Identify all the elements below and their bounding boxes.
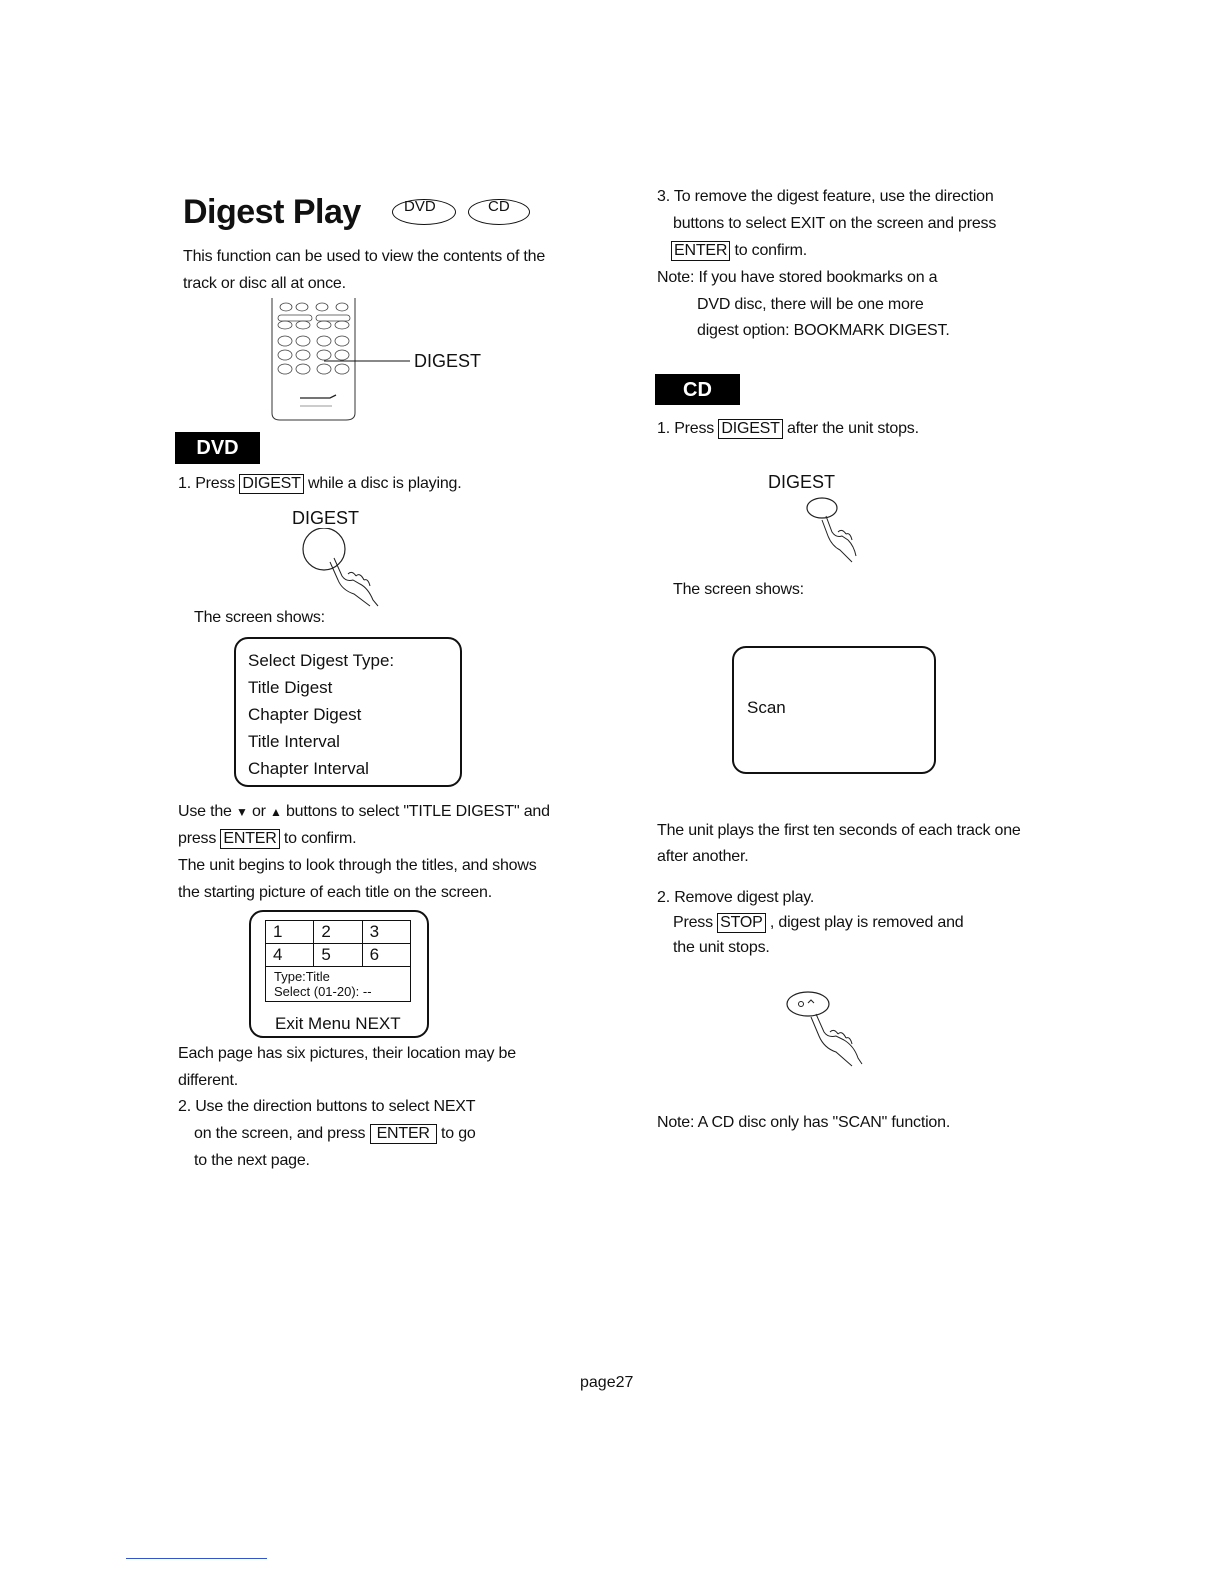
digest-button-label: DIGEST: [292, 508, 360, 528]
grid-cell: 4: [266, 944, 314, 967]
grid-cell: 2: [314, 921, 362, 944]
each-page-line-2: different.: [178, 1072, 238, 1089]
remove-line-3: the unit stops.: [673, 939, 770, 956]
step-3-line-3: ENTER to confirm.: [671, 237, 807, 264]
dvd-step-1: 1. Press DIGEST while a disc is playing.: [178, 475, 462, 492]
plays-line-1: The unit plays the first ten seconds of each track one: [657, 822, 1021, 839]
menu-item: Chapter Digest: [248, 705, 362, 724]
page-title: Digest Play: [183, 193, 361, 231]
digest-key: DIGEST: [718, 419, 782, 439]
unit-begins-line-2: the starting picture of each title on the screen.: [178, 884, 492, 901]
hand-press-icon: [804, 494, 864, 571]
remove-line-2: Press STOP , digest play is removed and: [673, 914, 964, 931]
intro-line-2: track or disc all at once.: [183, 275, 346, 292]
cd-badge: CD: [468, 199, 530, 225]
grid-cell: 6: [362, 944, 410, 967]
unit-begins-line-1: The unit begins to look through the titles, and shows: [178, 857, 537, 874]
grid-select: Select (01-20): --: [274, 984, 372, 999]
cd-step-1: 1. Press DIGEST after the unit stops.: [657, 420, 919, 437]
menu-item: Title Interval: [248, 732, 340, 751]
press-enter-line: press ENTER to confirm.: [178, 830, 357, 847]
step-3-line-2: buttons to select EXIT on the screen and press: [673, 215, 997, 232]
plays-line-2: after another.: [657, 848, 749, 865]
grid-exit-next: Exit Menu NEXT: [275, 1014, 401, 1033]
dvd-step-2-line-1: 2. Use the direction buttons to select NEXT: [178, 1098, 476, 1115]
step-3-line-1: 3. To remove the digest feature, use the direction: [657, 188, 994, 205]
enter-key: ENTER: [671, 241, 730, 261]
grid-cell: 5: [314, 944, 362, 967]
dvd-step-2-line-2: on the screen, and press ENTER to go: [194, 1125, 476, 1142]
dvd-section-tag: DVD: [175, 432, 260, 464]
dvd-badge: DVD: [392, 199, 456, 225]
digest-type-menu: [234, 637, 462, 787]
note-line-2: DVD disc, there will be one more: [697, 296, 924, 313]
menu-item: Select Digest Type:: [248, 651, 395, 670]
grid-cell: 3: [362, 921, 410, 944]
each-page-line-1: Each page has six pictures, their location may be: [178, 1045, 516, 1062]
menu-item: Chapter Interval: [248, 759, 369, 778]
cd-note: Note: A CD disc only has "SCAN" function.: [657, 1114, 951, 1131]
grid-cell: 1: [266, 921, 314, 944]
down-arrow-icon: ▼: [236, 805, 248, 819]
digest-key: DIGEST: [239, 474, 303, 494]
note-line-1: Note: If you have stored bookmarks on a: [657, 269, 938, 286]
cd-digest-button-label: DIGEST: [768, 472, 836, 492]
hand-press-icon: [298, 528, 388, 615]
cd-section-tag: CD: [655, 374, 740, 405]
page-number: page27: [580, 1374, 634, 1391]
use-buttons-line: Use the ▼ or ▲ buttons to select "TITLE DIGEST" and: [178, 803, 550, 820]
remote-digest-label: DIGEST: [414, 351, 482, 371]
stop-button-hand-icon: [784, 990, 874, 1077]
cd-screen-shows: The screen shows:: [673, 581, 804, 598]
grid-type: Type:Title: [274, 969, 330, 984]
note-line-3: digest option: BOOKMARK DIGEST.: [697, 322, 950, 339]
title-digest-screen: [249, 910, 429, 1038]
dvd-screen-shows: The screen shows:: [194, 609, 325, 626]
enter-key: ENTER: [370, 1124, 437, 1144]
intro-line-1: This function can be used to view the contents of the: [183, 248, 546, 265]
cd-scan-screen: [732, 646, 936, 774]
up-arrow-icon: ▲: [270, 805, 282, 819]
thumbnail-grid: [265, 920, 411, 1002]
stop-key: STOP: [717, 913, 765, 933]
menu-item: Title Digest: [248, 678, 333, 697]
remove-line-1: 2. Remove digest play.: [657, 889, 815, 906]
footer-divider: [126, 1558, 267, 1559]
dvd-step-2-line-3: to the next page.: [194, 1152, 310, 1169]
enter-key: ENTER: [220, 829, 279, 849]
scan-text: Scan: [747, 698, 786, 717]
